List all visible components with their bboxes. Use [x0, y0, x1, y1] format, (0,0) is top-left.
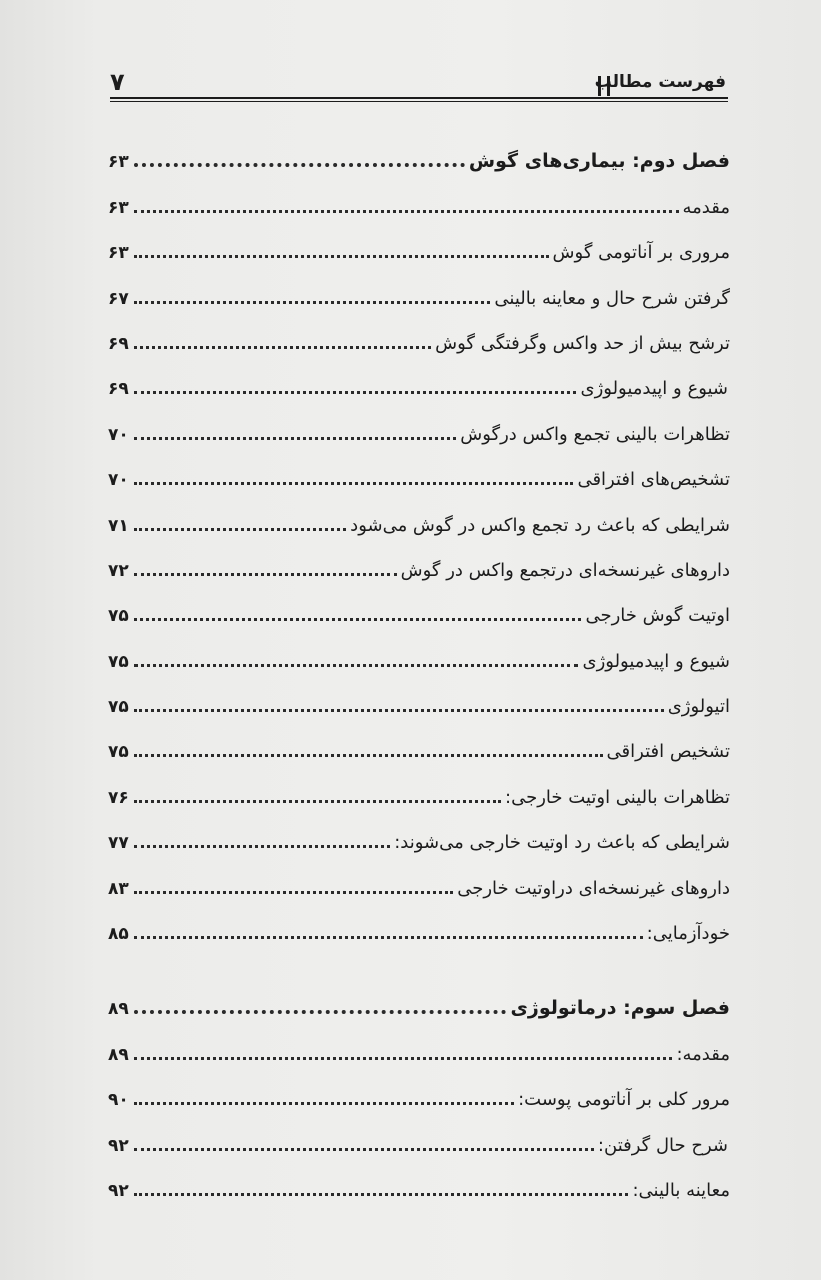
dot-leader [134, 255, 549, 258]
toc-entry [108, 770, 730, 815]
dot-leader [134, 800, 501, 803]
dot-leader [134, 1193, 628, 1196]
toc-entry [108, 180, 730, 225]
toc-entry [108, 498, 730, 543]
entry-page: ۷۷ [108, 833, 129, 854]
entry-page: ۹۰ [108, 1090, 129, 1111]
chapter-page: ۶۳ [108, 152, 129, 173]
chapter-heading [108, 135, 730, 180]
entry-page: ۷۰ [108, 424, 129, 445]
entry-title: اوتیت گوش خارجی [585, 605, 730, 627]
entry-page: ۷۵ [108, 606, 129, 627]
chapter-page: ۸۹ [108, 999, 129, 1020]
toc-entry [108, 317, 730, 362]
dot-leader [134, 1010, 506, 1014]
toc-entry [108, 861, 730, 906]
toc-entry [108, 271, 730, 316]
page-number: ۷ [110, 68, 125, 96]
dot-leader [134, 391, 576, 394]
entry-page: ۶۳ [108, 243, 129, 264]
entry-page: ۸۵ [108, 924, 129, 945]
entry-title: شرایطی که باعث رد تجمع واکس در گوش می‌شود [350, 514, 730, 536]
dot-leader [134, 301, 490, 304]
entry-page: ۷۵ [108, 651, 129, 672]
dot-leader [134, 891, 453, 894]
entry-page: ۸۳ [108, 878, 129, 899]
toc-entry [108, 362, 730, 407]
dot-leader [134, 845, 390, 848]
dot-leader [134, 437, 456, 440]
toc-entry [108, 226, 730, 271]
dot-leader [134, 936, 643, 939]
toc-entry [108, 816, 730, 861]
entry-title: ترشح بیش از حد واکس وگرفتگی گوش [435, 332, 730, 354]
dot-leader [134, 210, 679, 213]
dot-leader [134, 1102, 514, 1105]
entry-title: گرفتن شرح حال و معاینه بالینی [494, 287, 730, 309]
dot-leader [134, 573, 397, 576]
chapter-gap [108, 952, 730, 982]
entry-page: ۶۹ [108, 379, 129, 400]
entry-title: شیوع و اپیدمیولوژی [582, 650, 730, 672]
entry-title: تشخیص افتراقی [606, 741, 730, 763]
dot-leader [134, 528, 346, 531]
chapter-heading [108, 982, 730, 1027]
dot-leader [134, 618, 581, 621]
toc-entry [108, 634, 730, 679]
entry-title: تظاهرات بالینی اوتیت خارجی: [505, 786, 730, 808]
toc-entry [108, 1073, 730, 1118]
entry-title: شیوع و اپیدمیولوژی [580, 378, 728, 400]
toc-entry [108, 725, 730, 770]
entry-page: ۷۲ [108, 560, 129, 581]
dot-leader [134, 346, 431, 349]
entry-page: ۷۵ [108, 697, 129, 718]
toc-entry [108, 907, 730, 952]
dot-leader [134, 754, 603, 757]
entry-title: داروهای غیرنسخه‌ای دراوتیت خارجی [457, 877, 730, 899]
chapter-title: فصل سوم: درماتولوژی [510, 997, 730, 1020]
entry-title: مروری بر آناتومی گوش [552, 242, 730, 264]
entry-page: ۷۱ [108, 515, 129, 536]
entry-page: ۶۳ [108, 197, 129, 218]
entry-page: ۷۵ [108, 742, 129, 763]
entry-page: ۶۹ [108, 333, 129, 354]
entry-title: خودآزمایی: [646, 923, 730, 945]
table-of-contents [108, 135, 730, 1209]
entry-title: شرایطی که باعث رد اوتیت خارجی می‌شوند: [394, 832, 730, 854]
toc-entry [108, 1118, 730, 1163]
entry-page: ۶۷ [108, 288, 129, 309]
entry-title: مقدمه [682, 196, 730, 218]
dot-leader [134, 664, 578, 667]
dot-leader [134, 1148, 594, 1151]
header-ornament [598, 76, 610, 96]
entry-title: داروهای غیرنسخه‌ای درتجمع واکس در گوش [400, 559, 730, 581]
chapter-title: فصل دوم: بیماری‌های گوش [468, 150, 730, 173]
entry-title: اتیولوژی [667, 696, 730, 718]
header-rule-thick [110, 97, 728, 99]
toc-entry [108, 544, 730, 589]
toc-entry [108, 680, 730, 725]
entry-title: تظاهرات بالینی تجمع واکس درگوش [460, 423, 730, 445]
dot-leader [134, 1057, 672, 1060]
toc-entry [108, 1027, 730, 1072]
entry-title: تشخیص‌های افتراقی [577, 469, 730, 491]
entry-page: ۷۶ [108, 787, 129, 808]
entry-title: مقدمه: [676, 1043, 730, 1065]
dot-leader [134, 709, 664, 712]
header-rule-thin [110, 101, 728, 102]
entry-title: معاینه بالینی: [632, 1179, 730, 1201]
entry-page: ۷۰ [108, 470, 129, 491]
toc-entry [108, 1164, 730, 1209]
dot-leader [134, 482, 573, 485]
toc-entry [108, 589, 730, 634]
entry-title: مرور کلی بر آناتومی پوست: [518, 1089, 730, 1111]
entry-page: ۸۹ [108, 1044, 129, 1065]
header-title: فهرست مطالب [594, 72, 726, 92]
entry-title: شرح حال گرفتن: [597, 1134, 728, 1156]
entry-page: ۹۲ [108, 1180, 129, 1201]
dot-leader [134, 163, 465, 167]
toc-entry [108, 453, 730, 498]
toc-entry [108, 407, 730, 452]
entry-page: ۹۲ [108, 1135, 129, 1156]
